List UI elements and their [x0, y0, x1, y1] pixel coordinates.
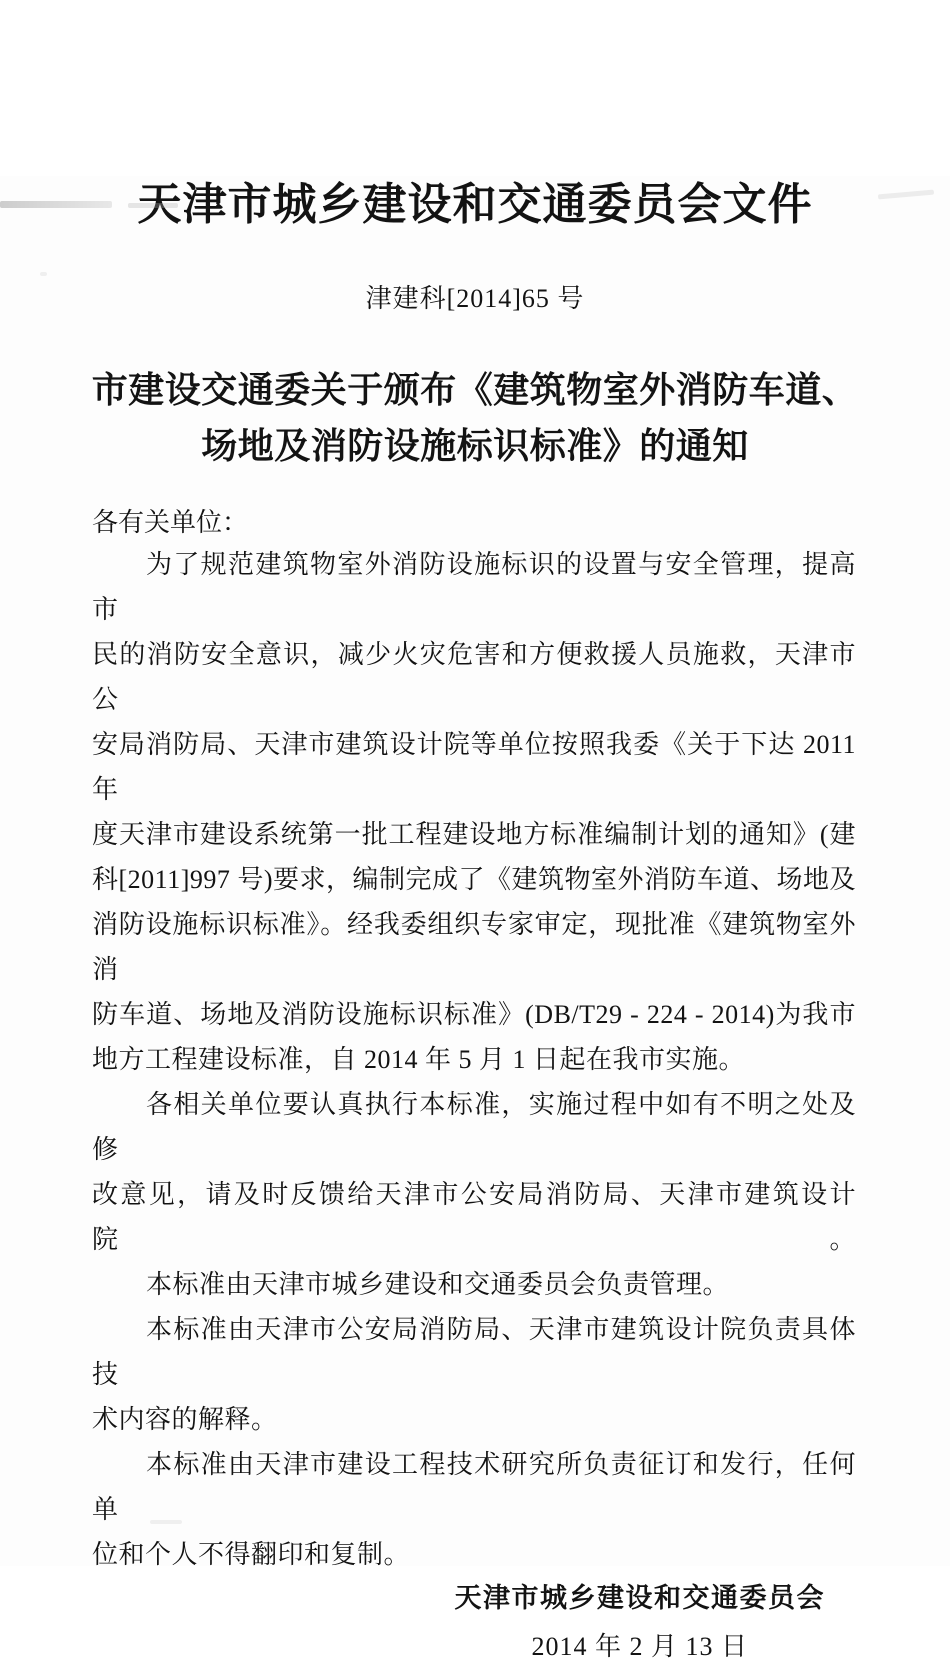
body-line: 改意见，请及时反馈给天津市公安局消防局、天津市建筑设计院。: [92, 1179, 856, 1254]
body-line: 本标准由天津市建设工程技术研究所负责征订和发行，任何单: [92, 1449, 856, 1524]
body-line: 术内容的解释。: [92, 1404, 278, 1434]
notice-subject-line-1: 市建设交通委关于颁布《建筑物室外消防车道、: [91, 370, 859, 410]
body-line: 各相关单位要认真执行本标准，实施过程中如有不明之处及修: [92, 1089, 856, 1164]
body-line: 本标准由天津市城乡建设和交通委员会负责管理。: [146, 1269, 730, 1299]
body-line: 安局消防局、天津市建筑设计院等单位按照我委《关于下达 2011 年: [92, 729, 856, 804]
signature-block: [455, 1581, 826, 1663]
issue-date: 2014 年 2 月 13 日: [531, 1631, 748, 1661]
body-line: 科[2011]997 号)要求，编制完成了《建筑物室外消防车道、场地及: [92, 864, 857, 894]
body-line: 防车道、场地及消防设施标识标准》(DB/T29 - 224 - 2014)为我市: [92, 999, 856, 1029]
body-line: 位和个人不得翻印和复制。: [92, 1539, 411, 1569]
body-line: 民的消防安全意识，减少火灾危害和方便救援人员施救，天津市公: [92, 639, 856, 714]
document-number: 津建科[2014]65 号: [365, 284, 585, 313]
notice-subject: [0, 362, 950, 474]
signatory-name: 天津市城乡建设和交通委员会: [454, 1582, 825, 1613]
body-line: 为了规范建筑物室外消防设施标识的设置与安全管理，提高市: [92, 549, 856, 624]
notice-subject-line-2: 场地及消防设施标识标准》的通知: [201, 426, 749, 466]
body-line: 地方工程建设标准，自 2014 年 5 月 1 日起在我市实施。: [92, 1044, 746, 1074]
issuing-org-title: 天津市城乡建设和交通委员会文件: [137, 180, 813, 229]
body-line: 本标准由天津市公安局消防局、天津市建筑设计院负责具体技: [92, 1314, 856, 1389]
body-line: 度天津市建设系统第一批工程建设地方标准编制计划的通知》(建: [92, 819, 856, 849]
scan-artifact: [40, 272, 47, 276]
body-line: 消防设施标识标准》。经我委组织专家审定，现批准《建筑物室外消: [92, 909, 856, 984]
salutation: 各有关单位：: [92, 507, 249, 537]
document-page: [0, 176, 950, 1661]
notice-body: [92, 542, 856, 1577]
